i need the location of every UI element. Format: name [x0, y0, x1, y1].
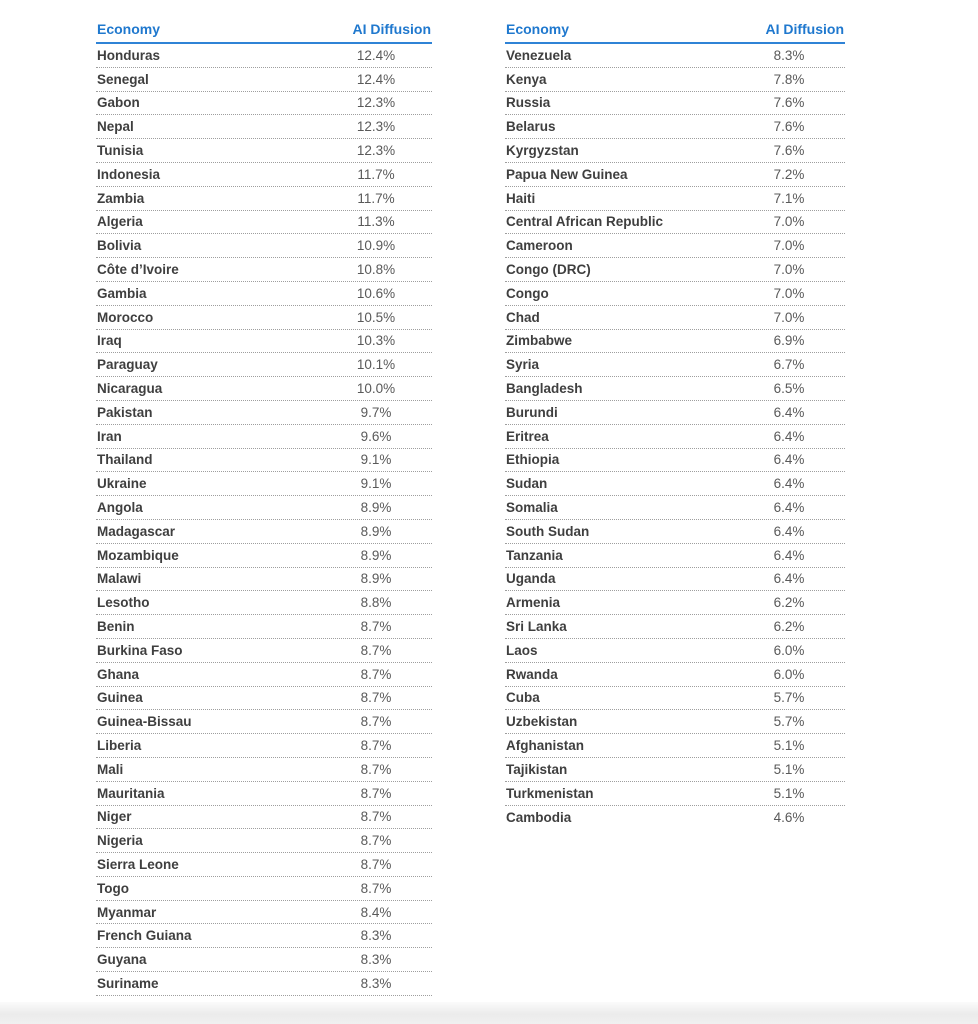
- ai-diffusion-value-cell: 7.0%: [773, 214, 805, 230]
- ai-diffusion-value-cell: 8.3%: [360, 975, 392, 991]
- economy-cell: Venezuela: [506, 47, 572, 63]
- table-body: [96, 44, 432, 996]
- table-row: [96, 591, 432, 615]
- table-row: [96, 401, 432, 425]
- table-row: [96, 520, 432, 544]
- table-row: [96, 663, 432, 687]
- table-row: [505, 234, 845, 258]
- table-body: [505, 44, 845, 829]
- table-row: [96, 187, 432, 211]
- ai-diffusion-value-cell: 11.7%: [357, 190, 395, 206]
- ai-diffusion-value-cell: 6.0%: [773, 642, 805, 658]
- ai-diffusion-value-cell: 12.4%: [356, 71, 396, 87]
- ai-diffusion-value-cell: 7.0%: [773, 309, 805, 325]
- table-row: [96, 44, 432, 68]
- ai-diffusion-value-cell: 8.7%: [360, 833, 392, 849]
- ai-diffusion-value-cell: 7.6%: [773, 95, 805, 111]
- ai-diffusion-value-cell: 8.7%: [360, 809, 392, 825]
- table-row: [505, 639, 845, 663]
- ai-diffusion-value-cell: 8.7%: [360, 738, 392, 753]
- economy-cell: Iraq: [97, 333, 122, 349]
- table-row: [505, 139, 845, 163]
- table-row: [96, 377, 432, 401]
- ai-diffusion-value-cell: 12.4%: [356, 47, 396, 63]
- table-row: [505, 663, 845, 687]
- ai-diffusion-column-header: AI Diffusion: [352, 21, 431, 37]
- economy-cell: Cambodia: [506, 809, 572, 825]
- ai-diffusion-value-cell: 8.7%: [360, 619, 392, 635]
- ai-diffusion-value-cell: 7.6%: [773, 143, 805, 159]
- economy-cell: Kyrgyzstan: [506, 143, 579, 159]
- ai-diffusion-value-cell: 9.1%: [360, 476, 392, 492]
- table-row: [96, 544, 432, 568]
- table-row: [96, 687, 432, 711]
- ai-diffusion-value-cell: 8.9%: [360, 523, 392, 539]
- economy-cell: Sudan: [506, 476, 548, 492]
- economy-cell: Togo: [97, 880, 129, 896]
- table-row: [505, 282, 845, 306]
- table-row: [96, 449, 432, 473]
- economy-cell: Gabon: [97, 95, 140, 111]
- economy-cell: Nicaragua: [97, 381, 163, 397]
- ai-diffusion-value-cell: 6.4%: [773, 523, 805, 539]
- table-row: [96, 710, 432, 734]
- economy-cell: Indonesia: [97, 166, 161, 182]
- economy-cell: Angola: [97, 500, 143, 516]
- ai-diffusion-value-cell: 8.9%: [360, 500, 392, 516]
- table-row: [96, 282, 432, 306]
- table-row: [96, 568, 432, 592]
- table-row: [96, 330, 432, 354]
- ai-diffusion-value-cell: 8.9%: [360, 547, 392, 563]
- economy-cell: Guinea-Bissau: [97, 714, 192, 730]
- ai-diffusion-value-cell: 10.0%: [356, 381, 396, 397]
- table-row: [96, 948, 432, 972]
- economy-cell: Central African Republic: [506, 214, 664, 230]
- ai-diffusion-value-cell: 6.2%: [773, 619, 805, 635]
- economy-cell: Congo: [506, 285, 549, 301]
- economy-cell: Myanmar: [97, 904, 157, 920]
- economy-cell: Mozambique: [97, 547, 179, 563]
- ai-diffusion-value-cell: 10.9%: [356, 238, 396, 254]
- table-row: [96, 353, 432, 377]
- table-row: [505, 401, 845, 425]
- table-row: [96, 806, 432, 830]
- economy-column-header: Economy: [506, 21, 570, 37]
- table-row: [96, 734, 432, 758]
- ai-diffusion-value-cell: 6.5%: [773, 381, 805, 397]
- economy-cell: French Guiana: [97, 928, 192, 944]
- economy-cell: Tanzania: [506, 547, 563, 563]
- ai-diffusion-value-cell: 6.9%: [773, 333, 805, 349]
- economy-cell: Iran: [97, 428, 122, 444]
- ai-diffusion-value-cell: 8.7%: [360, 761, 392, 777]
- economy-cell: Rwanda: [506, 666, 558, 682]
- table-row: [96, 92, 432, 116]
- economy-cell: Liberia: [97, 738, 142, 753]
- table-row: [505, 782, 845, 806]
- ai-diffusion-value-cell: 11.7%: [357, 166, 395, 182]
- ai-diffusion-value-cell: 8.3%: [773, 47, 805, 63]
- economy-cell: Burundi: [506, 404, 558, 420]
- table-row: [96, 472, 432, 496]
- economy-cell: Burkina Faso: [97, 642, 183, 658]
- table-row: [505, 68, 845, 92]
- economy-cell: Papua New Guinea: [506, 166, 628, 182]
- ai-diffusion-value-cell: 8.7%: [360, 690, 392, 706]
- economy-cell: Madagascar: [97, 523, 176, 539]
- ai-diffusion-value-cell: 6.0%: [773, 666, 805, 682]
- ai-diffusion-value-cell: 8.7%: [360, 785, 392, 801]
- table-row: [505, 710, 845, 734]
- economy-cell: Tajikistan: [506, 761, 568, 777]
- ai-diffusion-value-cell: 7.6%: [773, 119, 805, 135]
- table-row: [505, 353, 845, 377]
- table-row: [505, 591, 845, 615]
- table-row: [96, 901, 432, 925]
- table-row: [96, 853, 432, 877]
- economy-cell: Uganda: [506, 571, 556, 587]
- table-row: [505, 496, 845, 520]
- table-row: [96, 425, 432, 449]
- table-row: [96, 163, 432, 187]
- table-row: [505, 115, 845, 139]
- economy-cell: Sri Lanka: [506, 619, 567, 635]
- table-header: [505, 19, 845, 44]
- economy-cell: Benin: [97, 619, 135, 635]
- table-row: [96, 829, 432, 853]
- economy-cell: Chad: [506, 309, 540, 325]
- economy-cell: Guyana: [97, 952, 147, 968]
- economy-cell: Turkmenistan: [506, 785, 594, 801]
- table-row: [96, 639, 432, 663]
- ai-diffusion-value-cell: 7.0%: [773, 238, 805, 254]
- economy-cell: Pakistan: [97, 404, 153, 420]
- economy-column-header: Economy: [97, 21, 161, 37]
- table-row: [505, 568, 845, 592]
- ai-diffusion-value-cell: 10.8%: [356, 262, 396, 278]
- ai-diffusion-value-cell: 8.4%: [360, 904, 392, 920]
- economy-cell: Laos: [506, 642, 538, 658]
- ai-diffusion-table-left: [96, 19, 432, 996]
- economy-cell: Congo (DRC): [506, 262, 591, 278]
- ai-diffusion-value-cell: 5.1%: [773, 785, 805, 801]
- table-row: [505, 306, 845, 330]
- economy-cell: Niger: [97, 809, 132, 825]
- ai-diffusion-value-cell: 6.4%: [773, 476, 805, 492]
- economy-cell: Zimbabwe: [506, 333, 573, 349]
- economy-cell: Cuba: [506, 690, 540, 706]
- ai-diffusion-value-cell: 6.4%: [773, 500, 805, 516]
- table-row: [505, 544, 845, 568]
- ai-diffusion-value-cell: 5.7%: [773, 714, 805, 730]
- economy-cell: Eritrea: [506, 428, 549, 444]
- economy-cell: Haiti: [506, 190, 536, 206]
- ai-diffusion-value-cell: 12.3%: [356, 95, 396, 111]
- table-row: [96, 496, 432, 520]
- economy-cell: Afghanistan: [506, 738, 585, 753]
- economy-cell: Belarus: [506, 119, 556, 135]
- economy-cell: Nigeria: [97, 833, 143, 849]
- ai-diffusion-value-cell: 12.3%: [356, 119, 396, 135]
- table-row: [505, 472, 845, 496]
- ai-diffusion-value-cell: 7.0%: [773, 285, 805, 301]
- table-row: [505, 615, 845, 639]
- economy-cell: Ethiopia: [506, 452, 560, 468]
- ai-diffusion-table-right: [505, 19, 845, 829]
- economy-cell: Guinea: [97, 690, 143, 706]
- table-row: [505, 520, 845, 544]
- economy-cell: Bangladesh: [506, 381, 583, 397]
- economy-cell: Malawi: [97, 571, 142, 587]
- economy-cell: Côte d’Ivoire: [97, 262, 179, 278]
- ai-diffusion-value-cell: 9.6%: [360, 428, 392, 444]
- table-row: [505, 187, 845, 211]
- ai-diffusion-value-cell: 8.3%: [360, 928, 392, 944]
- table-row: [505, 44, 845, 68]
- ai-diffusion-value-cell: 6.4%: [773, 547, 805, 563]
- ai-diffusion-value-cell: 5.1%: [773, 761, 805, 777]
- table-row: [505, 258, 845, 282]
- ai-diffusion-value-cell: 10.5%: [356, 309, 396, 325]
- table-row: [505, 377, 845, 401]
- table-row: [96, 115, 432, 139]
- economy-cell: Ukraine: [97, 476, 147, 492]
- ai-diffusion-value-cell: 6.4%: [773, 571, 805, 587]
- economy-cell: Armenia: [506, 595, 561, 611]
- ai-diffusion-value-cell: 7.0%: [773, 262, 805, 278]
- economy-cell: Zambia: [97, 190, 145, 206]
- ai-diffusion-value-cell: 12.3%: [356, 143, 396, 159]
- table-row: [96, 972, 432, 996]
- economy-cell: Ghana: [97, 666, 140, 682]
- economy-cell: Cameroon: [506, 238, 573, 254]
- economy-cell: Sierra Leone: [97, 856, 179, 872]
- economy-cell: Somalia: [506, 500, 558, 516]
- ai-diffusion-value-cell: 8.7%: [360, 880, 392, 896]
- ai-diffusion-value-cell: 5.1%: [773, 738, 805, 753]
- bottom-gradient-band: [0, 1002, 978, 1024]
- table-row: [96, 139, 432, 163]
- economy-cell: Senegal: [97, 71, 149, 87]
- ai-diffusion-value-cell: 9.1%: [360, 452, 392, 468]
- table-row: [96, 782, 432, 806]
- ai-diffusion-value-cell: 8.7%: [360, 856, 392, 872]
- table-row: [505, 449, 845, 473]
- ai-diffusion-value-cell: 6.4%: [773, 452, 805, 468]
- ai-diffusion-value-cell: 8.9%: [360, 571, 392, 587]
- ai-diffusion-value-cell: 11.3%: [357, 214, 395, 230]
- table-row: [505, 330, 845, 354]
- economy-cell: Syria: [506, 357, 540, 373]
- table-row: [505, 734, 845, 758]
- economy-cell: Nepal: [97, 119, 134, 135]
- ai-diffusion-value-cell: 4.6%: [773, 809, 805, 825]
- economy-cell: Honduras: [97, 47, 161, 63]
- ai-diffusion-value-cell: 8.8%: [360, 595, 392, 611]
- economy-cell: Uzbekistan: [506, 714, 578, 730]
- table-row: [96, 924, 432, 948]
- table-row: [96, 306, 432, 330]
- table-row: [505, 758, 845, 782]
- ai-diffusion-value-cell: 6.4%: [773, 428, 805, 444]
- ai-diffusion-value-cell: 7.8%: [773, 71, 805, 87]
- economy-cell: Mali: [97, 761, 124, 777]
- table-row: [505, 211, 845, 235]
- ai-diffusion-value-cell: 7.2%: [773, 166, 805, 182]
- economy-cell: Russia: [506, 95, 551, 111]
- table-row: [505, 92, 845, 116]
- ai-diffusion-value-cell: 6.4%: [773, 404, 805, 420]
- ai-diffusion-value-cell: 8.7%: [360, 666, 392, 682]
- economy-cell: Suriname: [97, 975, 159, 991]
- ai-diffusion-value-cell: 10.1%: [356, 357, 396, 373]
- ai-diffusion-value-cell: 8.7%: [360, 714, 392, 730]
- ai-diffusion-value-cell: 6.2%: [773, 595, 805, 611]
- economy-cell: Gambia: [97, 285, 147, 301]
- table-row: [505, 687, 845, 711]
- table-row: [96, 877, 432, 901]
- economy-cell: Mauritania: [97, 785, 165, 801]
- table-header: [96, 19, 432, 44]
- ai-diffusion-value-cell: 9.7%: [360, 404, 392, 420]
- economy-cell: Morocco: [97, 309, 154, 325]
- ai-diffusion-column-header: AI Diffusion: [765, 21, 844, 37]
- table-row: [505, 425, 845, 449]
- table-row: [505, 163, 845, 187]
- table-row: [96, 615, 432, 639]
- table-row: [96, 758, 432, 782]
- ai-diffusion-value-cell: 5.7%: [773, 690, 805, 706]
- table-row: [96, 258, 432, 282]
- ai-diffusion-value-cell: 10.6%: [356, 285, 396, 301]
- economy-cell: Paraguay: [97, 357, 158, 373]
- ai-diffusion-value-cell: 8.7%: [360, 642, 392, 658]
- table-row: [96, 234, 432, 258]
- table-row: [96, 211, 432, 235]
- economy-cell: Bolivia: [97, 238, 142, 254]
- economy-cell: Tunisia: [97, 143, 144, 159]
- table-row: [505, 806, 845, 830]
- table-row: [96, 68, 432, 92]
- ai-diffusion-value-cell: 6.7%: [773, 357, 805, 373]
- economy-cell: South Sudan: [506, 523, 590, 539]
- ai-diffusion-value-cell: 8.3%: [360, 952, 392, 968]
- economy-cell: Lesotho: [97, 595, 150, 611]
- ai-diffusion-value-cell: 10.3%: [356, 333, 396, 349]
- economy-cell: Kenya: [506, 71, 547, 87]
- ai-diffusion-value-cell: 7.1%: [773, 190, 805, 206]
- economy-cell: Algeria: [97, 214, 143, 230]
- economy-cell: Thailand: [97, 452, 153, 468]
